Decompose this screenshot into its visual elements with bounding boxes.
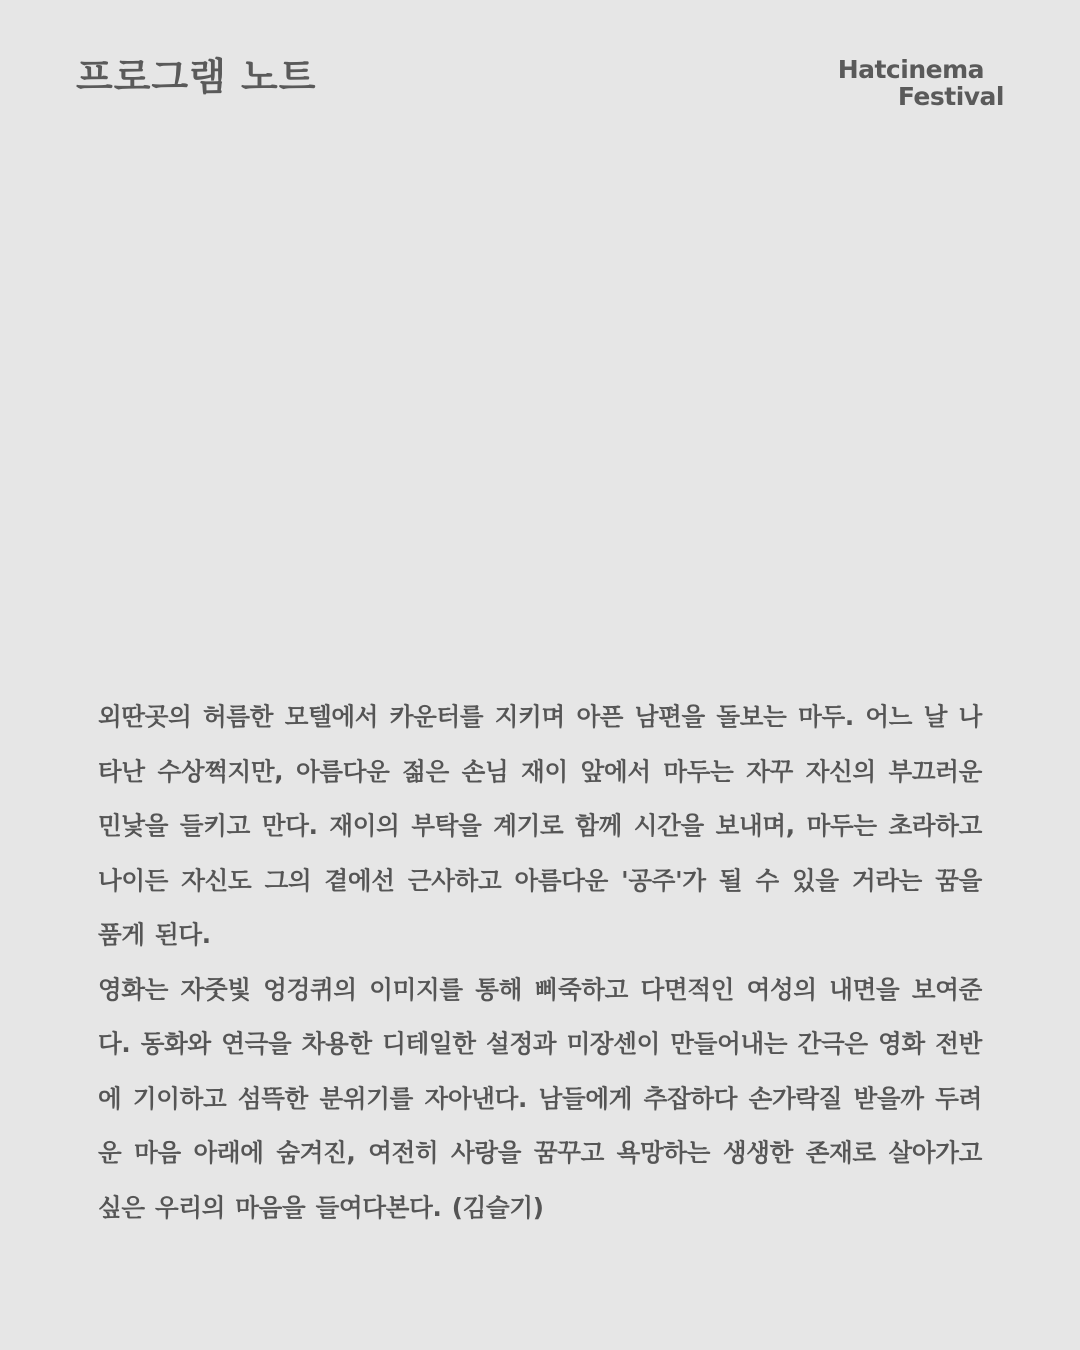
program-note-body [98, 690, 982, 1235]
page-header [0, 52, 1080, 122]
logo-text-line2: Festival [897, 82, 1004, 111]
note-paragraph-review: 영화는 자줏빛 엉겅퀴의 이미지를 통해 삐죽하고 다면적인 여성의 내면을 보여준다. 동화와 연극을 차용한 디테일한 설정과 미장센이 만들어내는 간극은 영화 전반에 기이하고 섬뜩한 분위기를 자아낸다. 남들에게 추잡하다 손가락질 받을까 두려운 마음 아래에 숨겨진, 여전히 사랑을 꿈꾸고 욕망하는 생생한 존재로 살아가고 싶은 우리의 마음을 들여다본다. (김슬기) [98, 974, 982, 1222]
festival-logo [838, 56, 1004, 110]
logo-text-line1: Hatcinema [837, 55, 984, 84]
page-title: 프로그램 노트 [76, 55, 317, 99]
note-paragraph-synopsis: 외딴곳의 허름한 모텔에서 카운터를 지키며 아픈 남편을 돌보는 마두. 어느 날 나타난 수상쩍지만, 아름다운 젊은 손님 재이 앞에서 마두는 자꾸 자신의 부끄러운 민낯을 들키고 만다. 재이의 부탁을 계기로 함께 시간을 보내며, 마두는 초라하고 나이든 자신도 그의 곁에선 근사하고 아름다운 '공주'가 될 수 있을 거라는 꿈을 품게 된다. [98, 702, 982, 949]
